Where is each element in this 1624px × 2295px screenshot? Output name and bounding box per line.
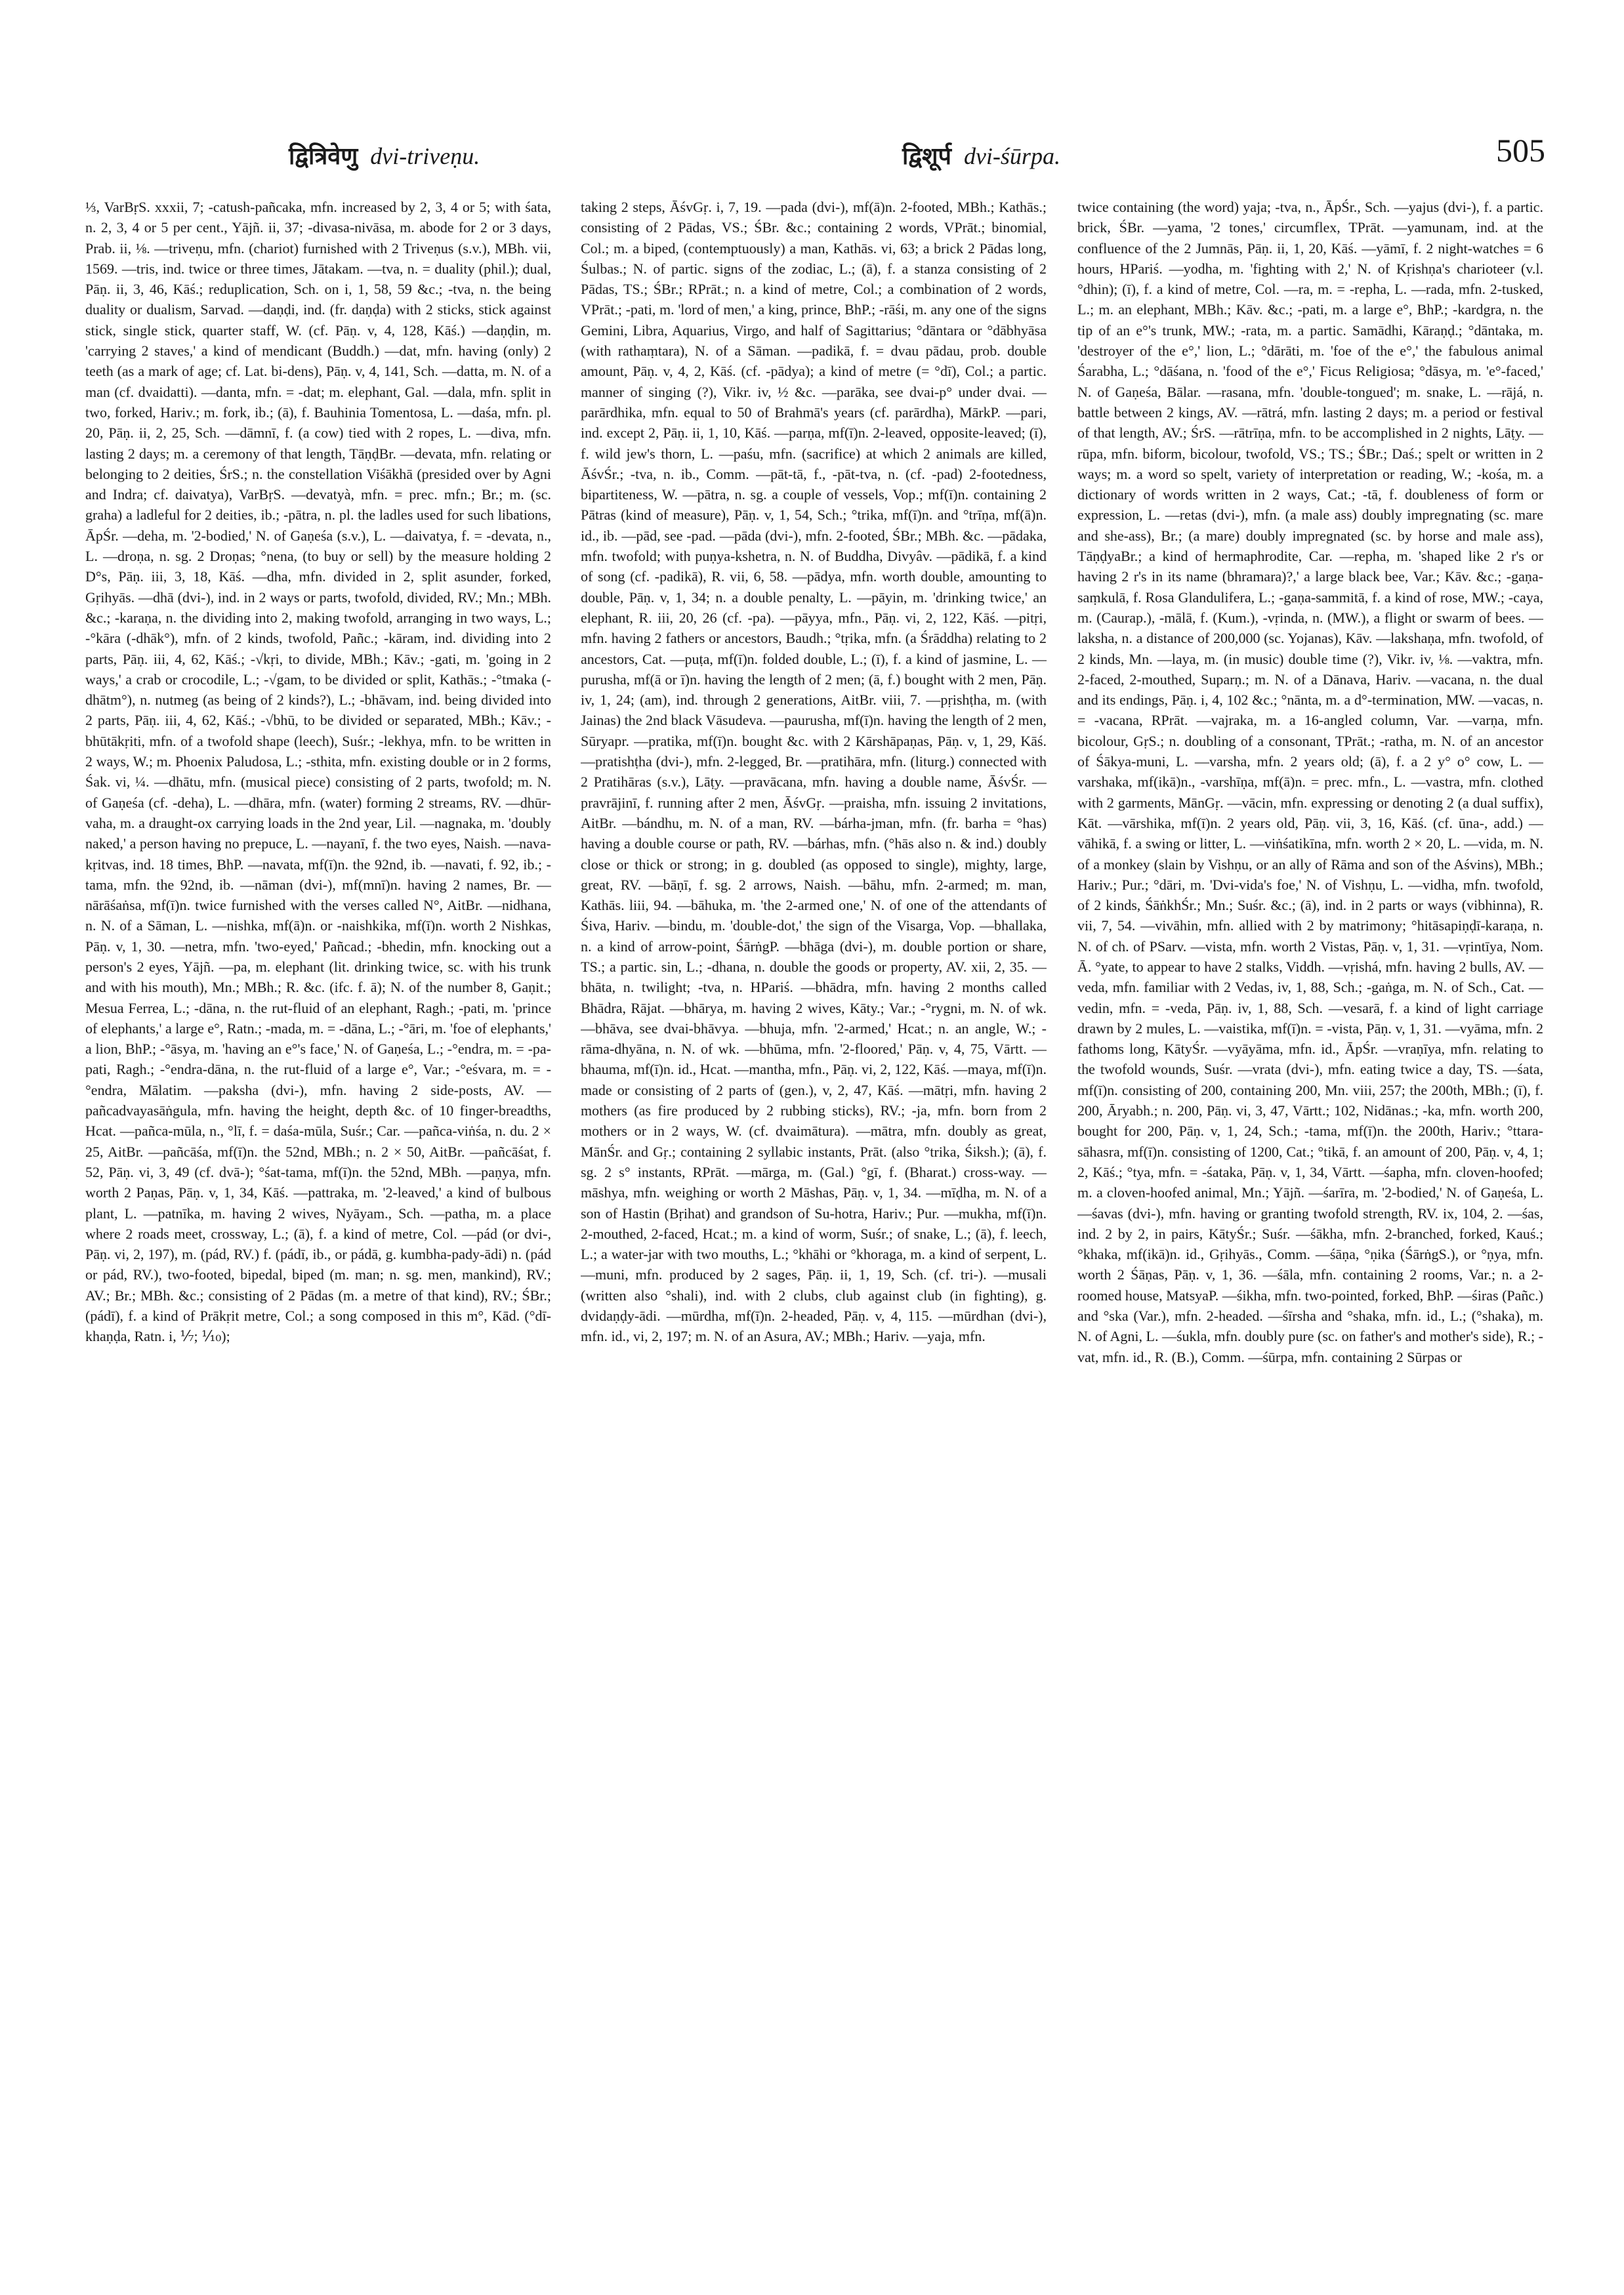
- running-header: [85, 131, 1545, 177]
- header-right-devanagari: द्विशूर्प: [902, 143, 951, 170]
- dictionary-columns: [85, 197, 1545, 2250]
- header-right-transliteration: dvi-śūrpa.: [963, 143, 1060, 169]
- column-2-text: taking 2 steps, ĀśvGṛ. i, 7, 19. —pada (dvi-), mf(ā)n. 2-footed, MBh.; Kathās.; consisting of 2 Pādas, VS.; ŚBr. &c.; containing 2 words, VPrāt.; binomial, Col.; m. a biped, (contemptuously) a man, Kathās. vi, 63; a brick 2 Pādas long, Śulbas.; N. of partic. signs of the zodiac, L.; (ā), f. a stanza consisting of 2 Pādas, TS.; ŚBr.; RPrāt.; n. a kind of metre, Col.; a combination of 2 words, VPrāt.; -pati, m. 'lord of men,' a king, prince, BhP.; -rāśi, m. any one of the signs Gemini, Libra, Aquarius, Virgo, and half of Sagittarius; °dāntara or °dābhyāsa (with rathaṃtara), N. of a Sāman. —padikā, f. = dvau pādau, prob. double amount, Pāṇ. v, 4, 2, Kāś. (cf. -pādya); a kind of metre (= °dī), Col.; a partic. manner of singing (?), Vikr. iv, ½ &c. —parāka, see dvai-p° under dvai. —parārdhika, mfn. equal to 50 of Brahmā's years (cf. parārdha), MārkP. —pari, ind. except 2, Pāṇ. ii, 1, 10, Kāś. —parṇa, mf(ī)n. 2-leaved, opposite-leaved; (ī), f. wild jew's thorn, L. —paśu, mfn. (sacrifice) at which 2 animals are killed, ĀśvŚr.; -tva, n. ib., Comm. —pāt-tā, f., -pāt-tva, n. (cf. -pad) 2-footedness, bipartiteness, W. —pātra, n. sg. a couple of vessels, Vop.; mf(ī)n. containing 2 Pātras (kind of measure), Pāṇ. v, 1, 54, Sch.; °trika, mf(ī)n. and °trīṇa, mf(ā)n. id., ib. —pād, see -pad. —pāda (dvi-), mfn. 2-footed, ŚBr.; MBh. &c. —pādaka, mfn. twofold; with puṇya-kshetra, n. N. of Buddha, Divyâv. —pādikā, f. a kind of song (cf. -padikā), R. vii, 6, 58. —pādya, mfn. worth double, amounting to double, Pāṇ. v, 1, 34; n. a double penalty, L. —pāyin, m. 'drinking twice,' an elephant, R. iii, 20, 26 (cf. -pa). —pāyya, mfn., Pāṇ. vi, 2, 122, Kāś. —pitṛi, mfn. having 2 fathers or ancestors, Baudh.; °tṛika, mfn. (a Śrāddha) relating to 2 ancestors, Cat. —puṭa, mf(ī)n. folded double, L.; (ī), f. a kind of jasmine, L. —purusha, mf(ā or ī)n. having the length of 2 men; (ā, f.) bought with 2 men, Pāṇ. iv, 1, 24; (am), ind. through 2 generations, AitBr. viii, 7. —pṛishṭha, m. (with Jainas) the 2nd black Vāsudeva. —paurusha, mf(ī)n. having the length of 2 men, Sūryapr. —pratika, mf(ī)n. bought &c. with 2 Kārshāpaṇas, Pāṇ. v, 1, 29, Kāś. —pratishṭha (dvi-), mfn. 2-legged, Br. —pratihāra, mfn. (liturg.) connected with 2 Pratihāras (s.v.), Lāṭy. —pravācana, mfn. having a double name, ĀśvŚr. —pravrājinī, f. running after 2 men, ĀśvGṛ. —praisha, mfn. issuing 2 invitations, AitBr. —bándhu, m. N. of a man, RV. —bárha-jman, mfn. (fr. barha = °has) having a double course or path, RV. —bárhas, mfn. (°hās also n. & ind.) doubly close or thick or strong; in g. doubled (as opposed to single), mighty, large, great, RV. —bāṇī, f. sg. 2 arrows, Naish. —bāhu, mfn. 2-armed; m. man, Kathās. liii, 94. —bāhuka, m. 'the 2-armed one,' N. of one of the attendants of Śiva, Hariv. —bindu, m. 'double-dot,' the sign of the Visarga, Vop. —bhallaka, n. a kind of arrow-point, ŚārṅgP. —bhāga (dvi-), m. double portion or share, TS.; a partic. sin, L.; -dhana, n. double the goods or property, AV. xii, 2, 35. —bhāta, n. twilight; -tva, n. HPariś. —bhādra, mfn. having 2 months called Bhādra, Rājat. —bhārya, m. having 2 wives, Kāty.; Var.; -°rygni, m. N. of wk. —bhāva, see dvai-bhāvya. —bhuja, mfn. '2-armed,' Hcat.; n. an angle, W.; -rāma-dhyāna, n. N. of wk. —bhūma, mfn. '2-floored,' Pāṇ. v, 4, 75, Vārtt. —bhauma, mf(ī)n. id., Hcat. —mantha, mfn., Pāṇ. vi, 2, 122, Kāś. —maya, mf(ī)n. made or consisting of 2 parts of (gen.), v, 2, 47, Kāś. —mātṛi, mfn. having 2 mothers (as fire produced by 2 rubbing sticks), RV.; -ja, mfn. born from 2 mothers or in 2 ways, W. (cf. dvaimātura). —mātra, mfn. doubly as great, MānŚr. and Gṛ.; containing 2 syllabic instants, Prāt. (also °trika, Śiksh.); (ā), f. sg. 2 s° instants, RPrāt. —mārga, m. (Gal.) °gī, f. (Bharat.) cross-way. —māshya, mfn. weighing or worth 2 Māshas, Pāṇ. v, 1, 34. —mīḍha, m. N. of a son of Hastin (Bṛihat) and grandson of Su-hotra, Hariv.; Pur. —mukha, mf(ī)n. 2-mouthed, 2-faced, Hcat.; m. a kind of worm, Suśr.; of snake, L.; (ā), f. leech, L.; a water-jar with two mouths, L.; °khāhi or °khoraga, m. a kind of serpent, L. —muni, mfn. produced by 2 sages, Pāṇ. ii, 1, 19, Sch. (cf. tri-). —musali (written also °shali), ind. with 2 clubs, club against club (in fighting), g. dvidaṇḍy-ādi. —mūrdha, mf(ī)n. 2-headed, Pāṇ. v, 4, 115. —mūrdhan (dvi-), mfn. id., vi, 2, 197; m. N. of an Asura, AV.; MBh.; Hariv. —yaja, mfn.: [581, 199, 1047, 1345]
- header-left-devanagari: द्वित्रिवेणु: [289, 143, 358, 170]
- column-1: [85, 197, 551, 2250]
- column-1-text: ⅓, VarBṛS. xxxii, 7; -catush-pañcaka, mfn. increased by 2, 3, 4 or 5; with śata, n. 2, 3, 4 or 5 per cent., Yājñ. ii, 37; -divasa-nivāsa, m. abode for 2 or 3 days, Prab. ii, ⅛. —triveṇu, mfn. (chariot) furnished with 2 Triveṇus (s.v.), MBh. vii, 1569. —tris, ind. twice or three times, Jātakam. —tva, n. = duality (phil.); dual, Pāṇ. ii, 3, 46, Kāś.; reduplication, Sch. on i, 1, 58, 59 &c.; -tva, n. the being duality or dualism, Sarvad. —daṇḍi, ind. (fr. daṇḍa) with 2 sticks, stick against stick, single stick, quarter staff, W. (cf. Pāṇ. v, 4, 128, Kāś.) —daṇḍin, m. 'carrying 2 staves,' a kind of mendicant (Buddh.) —dat, mfn. having (only) 2 teeth (as a mark of age; cf. Lat. bi-dens), Pāṇ. v, 4, 141, Sch. —datta, m. N. of a man (cf. dvaidatti). —danta, mfn. = -dat; m. elephant, Gal. —dala, mfn. split in two, forked, Hariv.; m. fork, ib.; (ā), f. Bauhinia Tomentosa, L. —daśa, mfn. pl. 20, Pāṇ. ii, 2, 25, Sch. —dāmnī, f. (a cow) tied with 2 ropes, L. —diva, mfn. lasting 2 days; m. a ceremony of that length, TāṇḍBr. —devata, mfn. relating or belonging to 2 deities, ŚrS.; n. the constellation Viśākhā (presided over by Agni and Indra; cf. daivatya), VarBṛS. —devatyà, mfn. = prec. mfn.; Br.; m. (sc. graha) a ladleful for 2 deities, ib.; -pātra, n. pl. the ladles used for such libations, ĀpŚr. —deha, m. '2-bodied,' N. of Gaṇeśa (s.v.), L. —daivatya, f. = -devata, n., L. —droṇa, n. sg. 2 Droṇas; °nena, (to buy or sell) by the measure holding 2 D°s, Pāṇ. iii, 3, 18, Kāś. —dha, mfn. divided in 2, split asunder, forked, Gṛihyās. —dhā (dvi-), ind. in 2 ways or parts, twofold, divided, RV.; Mn.; MBh. &c.; -karaṇa, n. the dividing into 2, making twofold, arranging in two ways, L.; -°kāra (-dhāk°), mfn. of 2 kinds, twofold, Pañc.; -kāram, ind. dividing into 2 parts, Pāṇ. iii, 4, 62, Kāś.; -√kṛi, to divide, MBh.; Kāv.; -gati, m. 'going in 2 ways,' a crab or crocodile, L.; -√gam, to be divided or split, Kathās.; -°tmaka (-dhātm°), n. nutmeg (as being of 2 kinds?), L.; -bhāvam, ind. being divided into 2 parts, Pāṇ. iii, 4, 62, Kāś.; -√bhū, to be divided or separated, MBh.; Kāv.; -bhūtākṛiti, mfn. of a twofold shape (leech), Suśr.; -lekhya, mfn. to be written in 2 ways, W.; m. Phoenix Paludosa, L.; -sthita, mfn. existing double or in 2 forms, Śak. vi, ¼. —dhātu, mfn. (musical piece) consisting of 2 parts, twofold; m. N. of Gaṇeśa (cf. -deha), L. —dhāra, mfn. (water) forming 2 streams, RV. —dhūr-vaha, m. a draught-ox carrying loads in the 2nd year, Lil. —nagnaka, m. 'doubly naked,' a person having no prepuce, L. —nayanī, f. the two eyes, Naish. —nava-kṛitvas, ind. 18 times, BhP. —navata, mf(ī)n. the 92nd, ib. —navati, f. 92, ib.; -tama, mfn. the 92nd, ib. —nāman (dvi-), mf(mnī)n. having 2 names, Br. —nārāśaṅsa, mf(ī)n. twice furnished with the verses called N°, AitBr. —nidhana, n. N. of a Sāman, L. —nishka, mf(ā)n. or -naishkika, mf(ī)n. worth 2 Nishkas, Pāṇ. v, 1, 30. —netra, mfn. 'two-eyed,' Pañcad.; -bhedin, mfn. knocking out a person's 2 eyes, Yājñ. —pa, m. elephant (lit. drinking twice, sc. with his trunk and with his mouth), Mn.; MBh.; R. &c. (ifc. f. ā); N. of the number 8, Gaṇit.; Mesua Ferrea, L.; -dāna, n. the rut-fluid of an elephant, Ragh.; -pati, m. 'prince of elephants,' a large e°, Ratn.; -mada, m. = -dāna, L.; -°āri, m. 'foe of elephants,' a lion, BhP.; -°āsya, m. 'having an e°'s face,' N. of Gaṇeśa, L.; -°endra, m. = -pa-pati, Ragh.; -°endra-dāna, n. the rut-fluid of a large e°, Var.; -°eśvara, m. = -°endra, Mālatim. —paksha (dvi-), mfn. having 2 side-posts, AV. —pañcadvayasāṅgula, mfn. having the height, depth &c. of 10 finger-breadths, Hcat. —pañca-mūla, n., °lī, f. = daśa-mūla, Suśr.; Car. —pañca-viṅśa, n. du. 2 × 25, AitBr. —pañcāśa, mf(ī)n. the 52nd, MBh.; n. 2 × 50, AitBr. —pañcāśat, f. 52, Pāṇ. vi, 3, 49 (cf. dvā-); °śat-tama, mf(ī)n. the 52nd, MBh. —paṇya, mfn. worth 2 Paṇas, Pāṇ. v, 1, 34, Kāś. —pattraka, m. '2-leaved,' a kind of bulbous plant, L. —patnīka, m. having 2 wives, Nyāyam., Sch. —patha, m. a place where 2 roads meet, crossway, L.; (ā), f. a kind of metre, Col. —pád (or dvi-, Pāṇ. vi, 2, 197), m. (pád, RV.) f. (pádī, ib., or pádā, g. kumbha-pady-ādi) n. (pád or pád, RV.), two-footed, bipedal, biped (m. man; n. sg. men, mankind), RV.; AV.; Br.; MBh. &c.; consisting of 2 Pādas (m. a metre of that kind), RV.; ŚBr.; (pádī), f. a kind of Prākṛit metre, Col.; a song composed in this m°, Kād. (°dī-khaṇḍa, Ratn. i, ⅐; ⅒);: [85, 199, 551, 1345]
- column-3: [1077, 197, 1543, 2250]
- header-left-headword: [289, 139, 480, 171]
- header-right-headword: [902, 139, 1060, 171]
- column-2: [581, 197, 1047, 2250]
- page-number: 505: [1496, 132, 1545, 169]
- header-left-transliteration: dvi-triveṇu.: [370, 143, 480, 169]
- column-3-text: twice containing (the word) yaja; -tva, n., ĀpŚr., Sch. —yajus (dvi-), f. a partic. brick, ŚBr. —yama, '2 tones,' circumflex, TPrāt. —yamunam, ind. at the confluence of the 2 Jumnās, Pāṇ. ii, 1, 20, Kāś. —yāmī, f. 2 night-watches = 6 hours, HPariś. —yodha, m. 'fighting with 2,' N. of Kṛishṇa's charioteer (v.l. °dhin); (ī), f. a kind of metre, Col. —ra, m. = -repha, L. —rada, mfn. 2-tusked, L.; m. an elephant, MBh.; Kāv. &c.; -pati, m. a large e°, BhP.; -kardgra, n. the tip of an e°'s trunk, MW.; -rata, m. a partic. Samādhi, Kāraṇḍ.; °dāntaka, m. 'destroyer of the e°,' lion, L.; °dārāti, m. 'foe of the e°,' the fabulous animal Śarabha, L.; °dāśana, n. 'food of the e°,' Ficus Religiosa; °dāsya, m. 'e°-faced,' N. of Gaṇeśa, Bālar. —rasana, mfn. 'double-tongued'; m. snake, L. —rājá, n. battle between 2 kings, AV. —rātrá, mfn. lasting 2 days; m. a period or festival of that length, AV.; ŚrS. —rātrīṇa, mfn. to be accomplished in 2 nights, Lāṭy. —rūpa, mfn. biform, bicolour, twofold, VS.; TS.; ŚBr.; Daś.; spelt or written in 2 ways; m. a word so spelt, variety of interpretation or reading, W.; -kośa, m. a dictionary of words written in 2 ways, Cat.; -tā, f. doubleness of form or expression, L. —retas (dvi-), mfn. (a male ass) doubly impregnating (sc. mare and she-ass), Br.; (a mare) doubly impregnated (sc. by horse and male ass), TāṇḍyaBr.; a kind of hermaphrodite, Car. —repha, m. 'shaped like 2 r's or having 2 r's in its name (bhramara)?,' a large black bee, Var.; Kāv. &c.; -gaṇa-saṃkulā, f. Rosa Glandulifera, L.; -gaṇa-sammitā, f. a kind of rose, MW.; -caya, m. (Caurap.), -mālā, f. (Kum.), -vṛinda, n. (MW.), a flight or swarm of bees. —laksha, n. a distance of 200,000 (sc. Yojanas), Kāv. —lakshaṇa, mfn. twofold, of 2 kinds, Mn. —laya, m. (in music) double time (?), Vikr. iv, ⅛. —vaktra, mfn. 2-faced, 2-mouthed, Suparṇ.; m. N. of a Dānava, Hariv. —vacana, n. the dual and its endings, Pāṇ. i, 4, 102 &c.; °nānta, m. a d°-termination, MW. —vacas, n. = -vacana, RPrāt. —vajraka, m. a 16-angled column, Var. —varṇa, mfn. bicolour, GṛS.; n. doubling of a consonant, TPrāt.; -ratha, m. N. of an ancestor of Śākya-muni, L. —varsha, mfn. 2 years old; (ā), f. a 2 y° o° cow, L. —varshaka, mf(ikā)n., -varshīṇa, mf(ā)n. = prec. mfn., L. —vastra, mfn. clothed with 2 garments, MānGṛ. —vācin, mfn. expressing or denoting 2 (a dual suffix), Kāt. —vārshika, mf(ī)n. 2 years old, Pāṇ. vii, 3, 16, Kāś. (cf. ūna-, add.) —vāhikā, f. a swing or litter, L. —viṅśatikīna, mfn. worth 2 × 20, L. —vida, m. N. of a monkey (slain by Vishṇu, or an ally of Rāma and son of the Aśvins), MBh.; Hariv.; Pur.; °dāri, m. 'Dvi-vida's foe,' N. of Vishṇu, L. —vidha, mfn. twofold, of 2 kinds, ŚāṅkhŚr.; Mn.; Suśr. &c.; (ā), ind. in 2 parts or ways (vibhinna), R. vii, 7, 54. —vivāhin, mfn. allied with 2 by matrimony; °hitāsapiṇḍī-karaṇa, n. N. of ch. of PSarv. —vista, mfn. worth 2 Vistas, Pāṇ. v, 1, 31. —vṛintīya, Nom. Ā. °yate, to appear to have 2 stalks, Viddh. —vṛishá, mfn. having 2 bulls, AV. —veda, mfn. familiar with 2 Vedas, iv, 1, 88, Sch.; -gaṅga, m. N. of Sch., Cat. —vedin, mfn. = -veda, Pāṇ. iv, 1, 88, Sch. —vesarā, f. a kind of light carriage drawn by 2 mules, L. —vaistika, mf(ī)n. = -vista, Pāṇ. v, 1, 31. —vyāma, mfn. 2 fathoms long, KātyŚr. —vyāyāma, mfn. id., ĀpŚr. —vraṇīya, mfn. relating to the twofold wounds, Suśr. —vrata (dvi-), mfn. eating twice a day, TS. —śata, mf(ī)n. consisting of 200, containing 200, Mn. viii, 257; the 200th, MBh.; (ī), f. 200, Āryabh.; n. 200, Pāṇ. vi, 3, 47, Vārtt.; 102, Nidānas.; -ka, mfn. worth 200, bought for 200, Pāṇ. v, 1, 24, Sch.; -tama, mf(ī)n. the 200th, Hariv.; °ttara-sāhasra, mf(ī)n. consisting of 1200, Cat.; °tikā, f. an amount of 200, Pāṇ. v, 4, 1; 2, Kāś.; °tya, mfn. = -śataka, Pāṇ. v, 1, 34, Vārtt. —śapha, mfn. cloven-hoofed; m. a cloven-hoofed animal, Mn.; Yājñ. —śarīra, m. '2-bodied,' N. of Gaṇeśa, L. —śavas (dvi-), mfn. having or granting twofold strength, RV. ix, 104, 2. —śas, ind. 2 by 2, in pairs, KātyŚr.; Suśr. —śākha, mfn. 2-branched, forked, Kauś.; °khaka, mf(ikā)n. id., Gṛihyās., Comm. —śāṇa, °ṇika (ŚārṅgS.), or °ṇya, mfn. worth 2 Śāṇas, Pāṇ. v, 1, 36. —śāla, mfn. containing 2 rooms, Var.; n. a 2-roomed house, MatsyaP. —śikha, mfn. two-pointed, forked, BhP. —śiras (Pañc.) and °ska (Var.), mfn. 2-headed. —śīrsha and °shaka, mfn. id., L.; (°shaka), m. N. of Agni, L. —śukla, mfn. doubly pure (sc. on father's and mother's side), R.; -vat, mfn. id., R. (B.), Comm. —śūrpa, mfn. containing 2 Sūrpas or: [1077, 199, 1543, 1365]
